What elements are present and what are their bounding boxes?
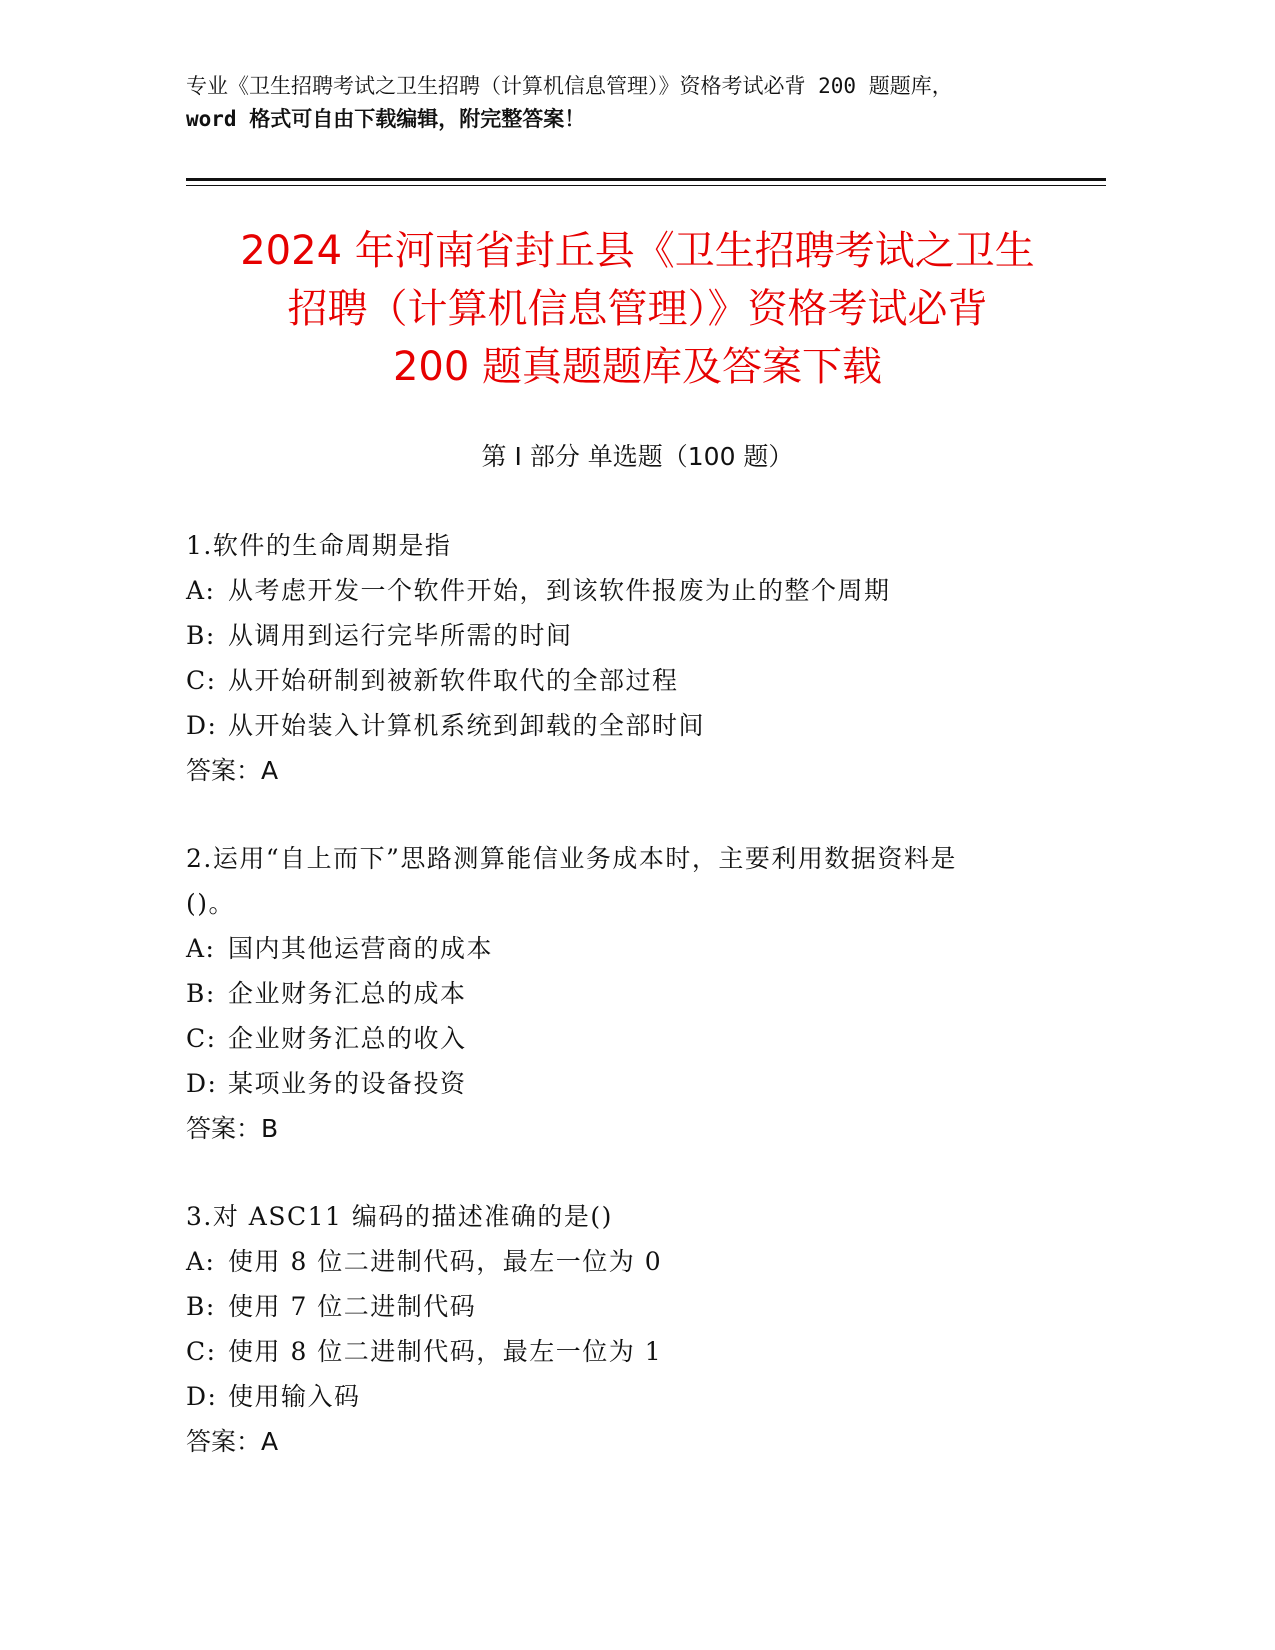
title-line-2: 招聘（计算机信息管理）》资格考试必背 [287,286,988,332]
section-title: 第 I 部分 单选题（100 题） [481,442,794,471]
option-text: 使用 8 位二进制代码，最左一位为 1 [228,1337,663,1366]
title-line-1: 2024 年河南省封丘县《卫生招聘考试之卫生 [240,228,1035,274]
answer: 答案：A [186,1427,279,1456]
option-b [186,613,1086,658]
question-2 [186,836,1086,1151]
answer: 答案：B [186,1114,279,1143]
option-key: C: [186,1024,217,1053]
document-title [150,222,1125,396]
option-text: 从开始研制到被新软件取代的全部过程 [228,666,679,695]
question-3 [186,1194,1086,1464]
option-key: B: [186,1292,216,1321]
option-key: C: [186,1337,217,1366]
intro-line-1: 专业《卫生招聘考试之卫生招聘（计算机信息管理）》资格考试必背 200 题题库， [186,74,953,98]
option-key: D: [186,1069,218,1098]
option-key: C: [186,666,217,695]
question-stem-continued: ()。 [186,889,236,918]
option-key: D: [186,711,218,740]
option-b [186,971,1086,1016]
option-d [186,1374,1086,1419]
option-a [186,926,1086,971]
option-key: A: [186,1247,216,1276]
option-text: 使用输入码 [228,1382,361,1411]
option-text: 使用 8 位二进制代码，最左一位为 0 [228,1247,663,1276]
option-text: 国内其他运营商的成本 [228,934,494,963]
option-d [186,703,1086,748]
option-text: 从调用到运行完毕所需的时间 [228,621,573,650]
option-c [186,1329,1086,1374]
option-d [186,1061,1086,1106]
option-text: 从开始装入计算机系统到卸载的全部时间 [228,711,706,740]
option-key: B: [186,979,216,1008]
option-text: 某项业务的设备投资 [228,1069,467,1098]
option-text: 从考虑开发一个软件开始，到该软件报废为止的整个周期 [228,576,891,605]
option-c [186,658,1086,703]
question-1 [186,523,1086,793]
question-list [186,523,1086,1507]
option-text: 使用 7 位二进制代码 [228,1292,477,1321]
question-stem: 1.软件的生命周期是指 [186,531,452,560]
option-a [186,1239,1086,1284]
question-stem: 2.运用“自上而下”思路测算能信业务成本时，主要利用数据资料是 [186,844,957,873]
header-rule-thin [186,185,1106,186]
answer: 答案：A [186,756,279,785]
question-stem: 3.对 ASC11 编码的描述准确的是() [186,1202,613,1231]
option-text: 企业财务汇总的成本 [228,979,467,1008]
header-rule-thick [186,178,1106,181]
option-b [186,1284,1086,1329]
intro-line-2: word 格式可自由下载编辑，附完整答案！ [186,107,586,131]
option-key: D: [186,1382,218,1411]
option-key: A: [186,934,216,963]
intro-text [186,70,1106,136]
title-line-3: 200 题真题题库及答案下载 [392,344,883,390]
option-text: 企业财务汇总的收入 [228,1024,467,1053]
option-c [186,1016,1086,1061]
option-a [186,568,1086,613]
option-key: B: [186,621,216,650]
option-key: A: [186,576,216,605]
